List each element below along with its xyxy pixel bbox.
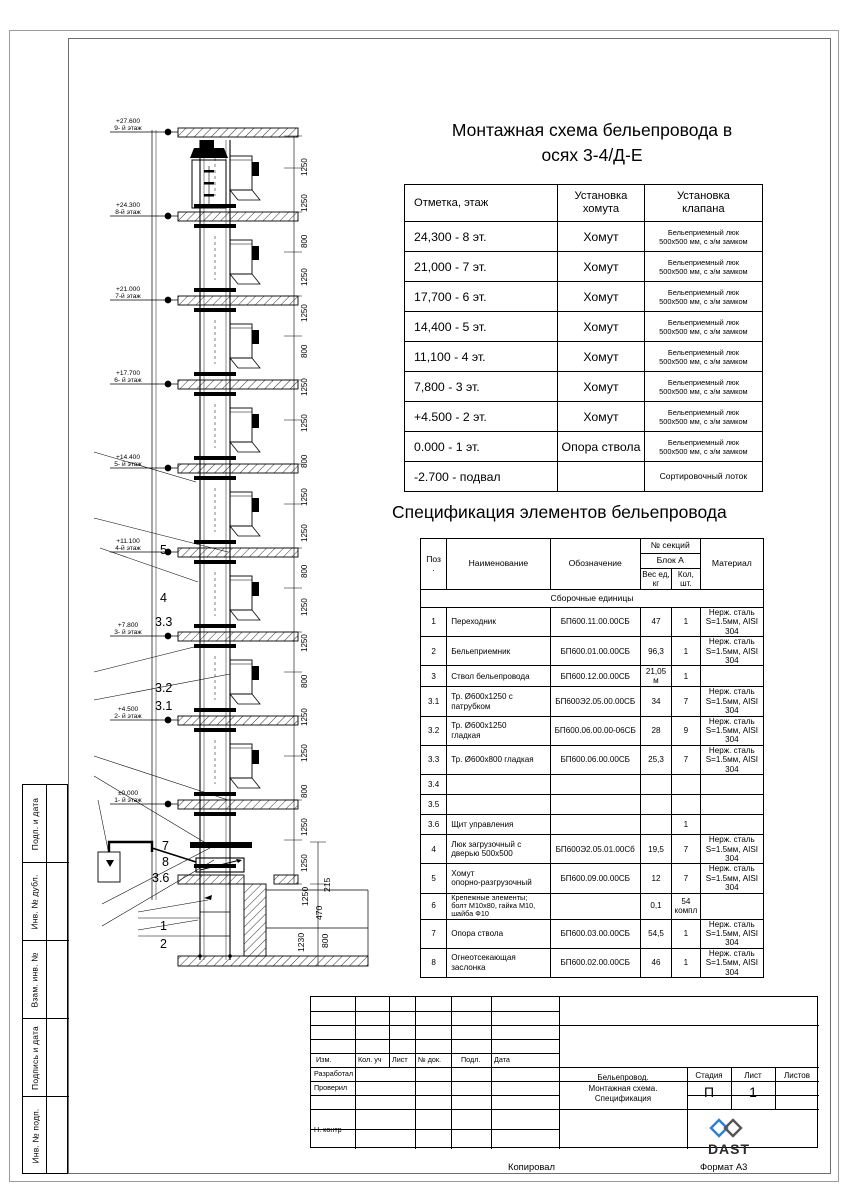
spec-cell-qty: 54 компл: [672, 893, 701, 919]
header-valve: Установка клапана: [644, 185, 762, 222]
level-label: +4.500 2- й этаж: [114, 706, 142, 721]
spec-cell-name: Бельеприемник: [447, 637, 550, 666]
spec-cell-name: Тр. Ø600х1250 с патрубком: [447, 687, 550, 716]
leader-label-7: 7: [162, 839, 169, 853]
spec-cell-material: Нерж. сталь S=1.5мм, AISI 304: [700, 919, 763, 948]
title-block-col-doc: № док.: [418, 1055, 442, 1064]
spec-cell-poz: 8: [421, 948, 447, 977]
spec-cell-name: [447, 775, 550, 795]
table-row: [405, 312, 763, 342]
spec-row: [421, 919, 764, 948]
leader-label-3-2: 3.2: [155, 681, 173, 695]
dimension-label: 1250: [300, 524, 309, 542]
margin-stamp-labels: [23, 785, 47, 1173]
specification-table: [420, 538, 764, 978]
dimension-label-bottom: 215: [322, 877, 332, 892]
spec-cell-weight: 47: [640, 608, 671, 637]
dimension-label: 1250: [300, 818, 309, 836]
title-block-stage-label: Стадия: [695, 1071, 723, 1080]
cell-clamp: Хомут: [558, 252, 645, 282]
margin-stamp-cell: Взам. инв. №: [23, 941, 47, 1019]
cell-valve: Бельеприемный люк 500х500 мм, с э/м замком: [644, 282, 762, 312]
dimension-label: 1250: [300, 854, 309, 872]
spec-cell-designation: [550, 893, 640, 919]
level-label: +14.400 5- й этаж: [114, 454, 142, 469]
title-block-object-name: Бельепровод. Монтажная схема. Спецификация: [588, 1073, 658, 1103]
table-row: [405, 252, 763, 282]
level-label: +7.800 3- й этаж: [114, 622, 142, 637]
spec-header-name: Наименование: [447, 539, 550, 590]
cell-clamp: Хомут: [558, 372, 645, 402]
cell-valve: Бельеприемный люк 500х500 мм, с э/м замком: [644, 432, 762, 462]
table-row: [405, 402, 763, 432]
spec-title: Спецификация элементов бельепровода: [392, 502, 727, 522]
spec-cell-weight: [640, 775, 671, 795]
spec-cell-name: [447, 795, 550, 815]
spec-row: [421, 716, 764, 745]
header-mark: Отметка, этаж: [405, 185, 558, 222]
leader-label-2: 2: [160, 937, 167, 951]
spec-cell-poz: 3.6: [421, 815, 447, 835]
spec-cell-designation: БП600Э2.05.00.00СБ: [550, 687, 640, 716]
cell-mark: 21,000 - 7 эт.: [405, 252, 558, 282]
spec-cell-name: Тр. Ø600х800 гладкая: [447, 745, 550, 774]
spec-cell-qty: [672, 775, 701, 795]
dimension-label: 1250: [300, 414, 309, 432]
spec-row: [421, 745, 764, 774]
title-block-col-podl: Подл.: [461, 1055, 481, 1064]
spec-cell-qty: 1: [672, 608, 701, 637]
title-block-sheets-label: Листов: [784, 1071, 810, 1080]
spec-cell-qty: 7: [672, 745, 701, 774]
spec-cell-qty: 7: [672, 687, 701, 716]
dimension-label-bottom: 1250: [300, 886, 310, 906]
spec-cell-material: [700, 666, 763, 687]
title-block-role-checker: Проверил: [314, 1083, 348, 1092]
spec-cell-designation: БП600.02.00.00СБ: [550, 948, 640, 977]
dimension-label: 800: [300, 564, 309, 578]
margin-stamp-blank: [47, 1019, 69, 1097]
spec-cell-material: [700, 775, 763, 795]
dimension-label: 1250: [300, 304, 309, 322]
spec-cell-name: Щит управления: [447, 815, 550, 835]
dast-logo: [700, 1118, 758, 1157]
cell-valve: Бельеприемный люк 500х500 мм, с э/м замком: [644, 402, 762, 432]
spec-row: [421, 893, 764, 919]
spec-cell-name: Крепежные элементы; болт М10х80, гайка М10, шайба Ф10: [447, 893, 550, 919]
leader-label-5: 5: [160, 543, 167, 557]
spec-cell-qty: 9: [672, 716, 701, 745]
dimension-label: 1250: [300, 598, 309, 616]
spec-row: [421, 666, 764, 687]
leader-label-1: 1: [160, 919, 167, 933]
spec-cell-designation: БП600.06.00.00СБ: [550, 745, 640, 774]
spec-header-row: [421, 539, 764, 554]
leader-label-3-1: 3.1: [155, 699, 173, 713]
spec-cell-name: Хомут опорно-разгрузочный: [447, 864, 550, 893]
spec-cell-poz: 7: [421, 919, 447, 948]
spec-cell-name: Тр. Ø600х1250 гладкая: [447, 716, 550, 745]
spec-cell-qty: 1: [672, 815, 701, 835]
spec-cell-designation: БП600Э2.05.01.00Сб: [550, 835, 640, 864]
leader-label-3-3: 3.3: [155, 615, 173, 629]
dast-logo-icon: [709, 1118, 749, 1138]
cell-mark: 11,100 - 4 эт.: [405, 342, 558, 372]
margin-stamp-cell: Инв. № дубл.: [23, 863, 47, 941]
spec-cell-qty: 1: [672, 919, 701, 948]
dimension-label-bottom: 1230: [296, 932, 306, 952]
title-block-col-izm: Изм.: [316, 1055, 332, 1064]
dimension-label: 1250: [300, 634, 309, 652]
spec-row: [421, 637, 764, 666]
spec-cell-poz: 3.2: [421, 716, 447, 745]
margin-stamp-blanks: [47, 785, 69, 1173]
title-block-col-kol: Кол. уч: [358, 1055, 382, 1064]
dast-logo-text: DAST: [707, 1141, 751, 1157]
spec-cell-poz: 3: [421, 666, 447, 687]
spec-row: [421, 608, 764, 637]
spec-cell-designation: БП600.09.00.00СБ: [550, 864, 640, 893]
spec-cell-designation: [550, 775, 640, 795]
spec-cell-poz: 4: [421, 835, 447, 864]
spec-cell-designation: [550, 795, 640, 815]
table-header-row: [405, 185, 763, 222]
cell-mark: 17,700 - 6 эт.: [405, 282, 558, 312]
cell-valve: Бельеприемный люк 500х500 мм, с э/м замком: [644, 312, 762, 342]
spec-cell-material: [700, 795, 763, 815]
header-clamp: Установка хомута: [558, 185, 645, 222]
level-label: +24.300 8-й этаж: [115, 202, 141, 217]
spec-header-block: Блок А: [640, 554, 700, 569]
spec-cell-material: Нерж. сталь S=1.5мм, AISI 304: [700, 745, 763, 774]
dimension-label: 1250: [300, 194, 309, 212]
spec-header-poz: Поз .: [421, 539, 447, 590]
title-block-role-norm-control: Н. контр: [314, 1125, 342, 1134]
spec-cell-poz: 5: [421, 864, 447, 893]
spec-cell-qty: 1: [672, 948, 701, 977]
spec-row: [421, 835, 764, 864]
spec-row: [421, 775, 764, 795]
spec-header-qty: Кол, шт.: [672, 569, 701, 590]
spec-row: [421, 687, 764, 716]
spec-cell-designation: БП600.03.00.00СБ: [550, 919, 640, 948]
spec-cell-name: Огнеотсекающая заслонка: [447, 948, 550, 977]
cell-clamp: Опора ствола: [558, 432, 645, 462]
cell-clamp: Хомут: [558, 222, 645, 252]
spec-cell-weight: 0,1: [640, 893, 671, 919]
level-label: +27.600 9- й этаж: [114, 118, 142, 133]
cell-clamp: Хомут: [558, 402, 645, 432]
spec-cell-material: Нерж. сталь S=1.5мм, AISI 304: [700, 687, 763, 716]
dimension-label-bottom: 470: [314, 905, 324, 920]
cell-mark: 24,300 - 8 эт.: [405, 222, 558, 252]
margin-stamp-cell: Подп. и дата: [23, 785, 47, 863]
spec-cell-name: Опора ствола: [447, 919, 550, 948]
spec-cell-qty: 7: [672, 864, 701, 893]
cell-valve: Бельеприемный люк 500х500 мм, с э/м замком: [644, 342, 762, 372]
title-block-sheet-label: Лист: [744, 1071, 762, 1080]
spec-cell-weight: [640, 815, 671, 835]
schema-title: Монтажная схема бельепровода в осях 3-4/Д-Е: [451, 120, 733, 165]
spec-cell-qty: [672, 795, 701, 815]
dimension-label: 1250: [300, 378, 309, 396]
installation-table: [404, 184, 763, 492]
spec-cell-weight: 34: [640, 687, 671, 716]
dimension-label: 800: [300, 454, 309, 468]
level-label: +21.000 7-й этаж: [115, 286, 141, 301]
spec-cell-poz: 3.1: [421, 687, 447, 716]
table-row: [405, 462, 763, 492]
spec-group-label: Сборочные единицы: [421, 590, 764, 608]
spec-row: [421, 948, 764, 977]
spec-cell-qty: 7: [672, 835, 701, 864]
table-row: [405, 432, 763, 462]
cell-mark: 7,800 - 3 эт.: [405, 372, 558, 402]
margin-stamp: [22, 784, 68, 1174]
spec-cell-designation: БП600.11.00.00СБ: [550, 608, 640, 637]
cell-valve: Бельеприемный люк 500х500 мм, с э/м замком: [644, 372, 762, 402]
spec-cell-designation: БП600.12.00.00СБ: [550, 666, 640, 687]
spec-cell-weight: 19,5: [640, 835, 671, 864]
table-row: [405, 282, 763, 312]
spec-cell-name: Ствол бельепровода: [447, 666, 550, 687]
margin-stamp-blank: [47, 941, 69, 1019]
spec-cell-weight: 25,3: [640, 745, 671, 774]
cell-valve: Сортировочный лоток: [644, 462, 762, 492]
level-label: +11.100 4-й этаж: [115, 538, 141, 553]
cell-valve: Бельеприемный люк 500х500 мм, с э/м замком: [644, 222, 762, 252]
margin-stamp-blank: [47, 1097, 69, 1175]
spec-cell-designation: БП600.06.00.00-06СБ: [550, 716, 640, 745]
spec-cell-qty: 1: [672, 666, 701, 687]
leader-label-3-6: 3.6: [152, 871, 170, 885]
spec-cell-weight: 54,5: [640, 919, 671, 948]
spec-header-weight: Вес ед, кг: [642, 569, 670, 588]
spec-cell-weight: 46: [640, 948, 671, 977]
spec-cell-material: Нерж. сталь S=1.5мм, AISI 304: [700, 835, 763, 864]
margin-stamp-blank: [47, 785, 69, 863]
spec-cell-material: Нерж. сталь S=1.5мм, AISI 304: [700, 864, 763, 893]
spec-cell-poz: 3.3: [421, 745, 447, 774]
leader-label-8: 8: [162, 855, 169, 869]
title-block-stage-value: П: [703, 1084, 715, 1100]
format-label: Формат А3: [700, 1161, 748, 1172]
dimension-label: 800: [300, 344, 309, 358]
title-block-col-list: Лист: [392, 1055, 408, 1064]
spec-cell-poz: 3.4: [421, 775, 447, 795]
dimension-label-bottom: 800: [320, 933, 330, 948]
spec-cell-name: Люк загрузочный с дверью 500х500: [447, 835, 550, 864]
cell-valve: Бельеприемный люк 500х500 мм, с э/м замком: [644, 252, 762, 282]
dimension-label: 1250: [300, 268, 309, 286]
dimension-label: 1250: [300, 488, 309, 506]
title-block-role-developer: Разработал: [314, 1069, 354, 1078]
dimension-label: 800: [300, 234, 309, 248]
spec-cell-material: Нерж. сталь S=1.5мм, AISI 304: [700, 948, 763, 977]
spec-cell-weight: 28: [640, 716, 671, 745]
level-label: +17.700 6- й этаж: [114, 370, 142, 385]
cell-clamp: [558, 462, 645, 492]
spec-row: [421, 795, 764, 815]
table-row: [405, 342, 763, 372]
dimension-label: 800: [300, 784, 309, 798]
cell-clamp: Хомут: [558, 342, 645, 372]
spec-cell-designation: [550, 815, 640, 835]
spec-cell-material: [700, 815, 763, 835]
spec-row: [421, 864, 764, 893]
spec-cell-material: Нерж. сталь S=1.5мм, AISI 304: [700, 637, 763, 666]
spec-cell-name: Переходник: [447, 608, 550, 637]
title-block-sheet-value: 1: [749, 1084, 757, 1100]
spec-cell-poz: 1: [421, 608, 447, 637]
cell-clamp: Хомут: [558, 312, 645, 342]
cell-mark: 0.000 - 1 эт.: [405, 432, 558, 462]
dimension-label: 1250: [300, 708, 309, 726]
dimension-label: 1250: [300, 158, 309, 176]
cell-mark: -2.700 - подвал: [405, 462, 558, 492]
spec-header-sections: № секций: [640, 539, 700, 554]
spec-cell-poz: 3.5: [421, 795, 447, 815]
margin-stamp-blank: [47, 863, 69, 941]
dimension-label: 800: [300, 674, 309, 688]
spec-cell-material: [700, 893, 763, 919]
spec-cell-weight: 96,3: [640, 637, 671, 666]
spec-cell-weight: 12: [640, 864, 671, 893]
spec-cell-weight: [640, 795, 671, 815]
spec-header-designation: Обозначение: [550, 539, 640, 590]
dimension-label: 1250: [300, 744, 309, 762]
spec-group-row: [421, 590, 764, 608]
spec-cell-poz: 6: [421, 893, 447, 919]
cell-clamp: Хомут: [558, 282, 645, 312]
spec-cell-poz: 2: [421, 637, 447, 666]
spec-cell-material: Нерж. сталь S=1.5мм, AISI 304: [700, 608, 763, 637]
cell-mark: +4.500 - 2 эт.: [405, 402, 558, 432]
leader-label-4: 4: [160, 591, 167, 605]
spec-header-material: Материал: [700, 539, 763, 590]
margin-stamp-cell: Подпись и дата: [23, 1019, 47, 1097]
spec-cell-designation: БП600.01.00.00СБ: [550, 637, 640, 666]
copied-label: Копировал: [508, 1161, 555, 1172]
level-label: ±0.000 1- й этаж: [114, 790, 142, 805]
table-row: [405, 222, 763, 252]
table-row: [405, 372, 763, 402]
margin-stamp-cell: Инв. № подп.: [30, 1108, 40, 1164]
spec-cell-qty: 1: [672, 637, 701, 666]
spec-cell-material: Нерж. сталь S=1.5мм, AISI 304: [700, 716, 763, 745]
spec-cell-weight: 21,05 м: [640, 666, 671, 687]
spec-row: [421, 815, 764, 835]
cell-mark: 14,400 - 5 эт.: [405, 312, 558, 342]
title-block-col-data: Дата: [494, 1055, 510, 1064]
